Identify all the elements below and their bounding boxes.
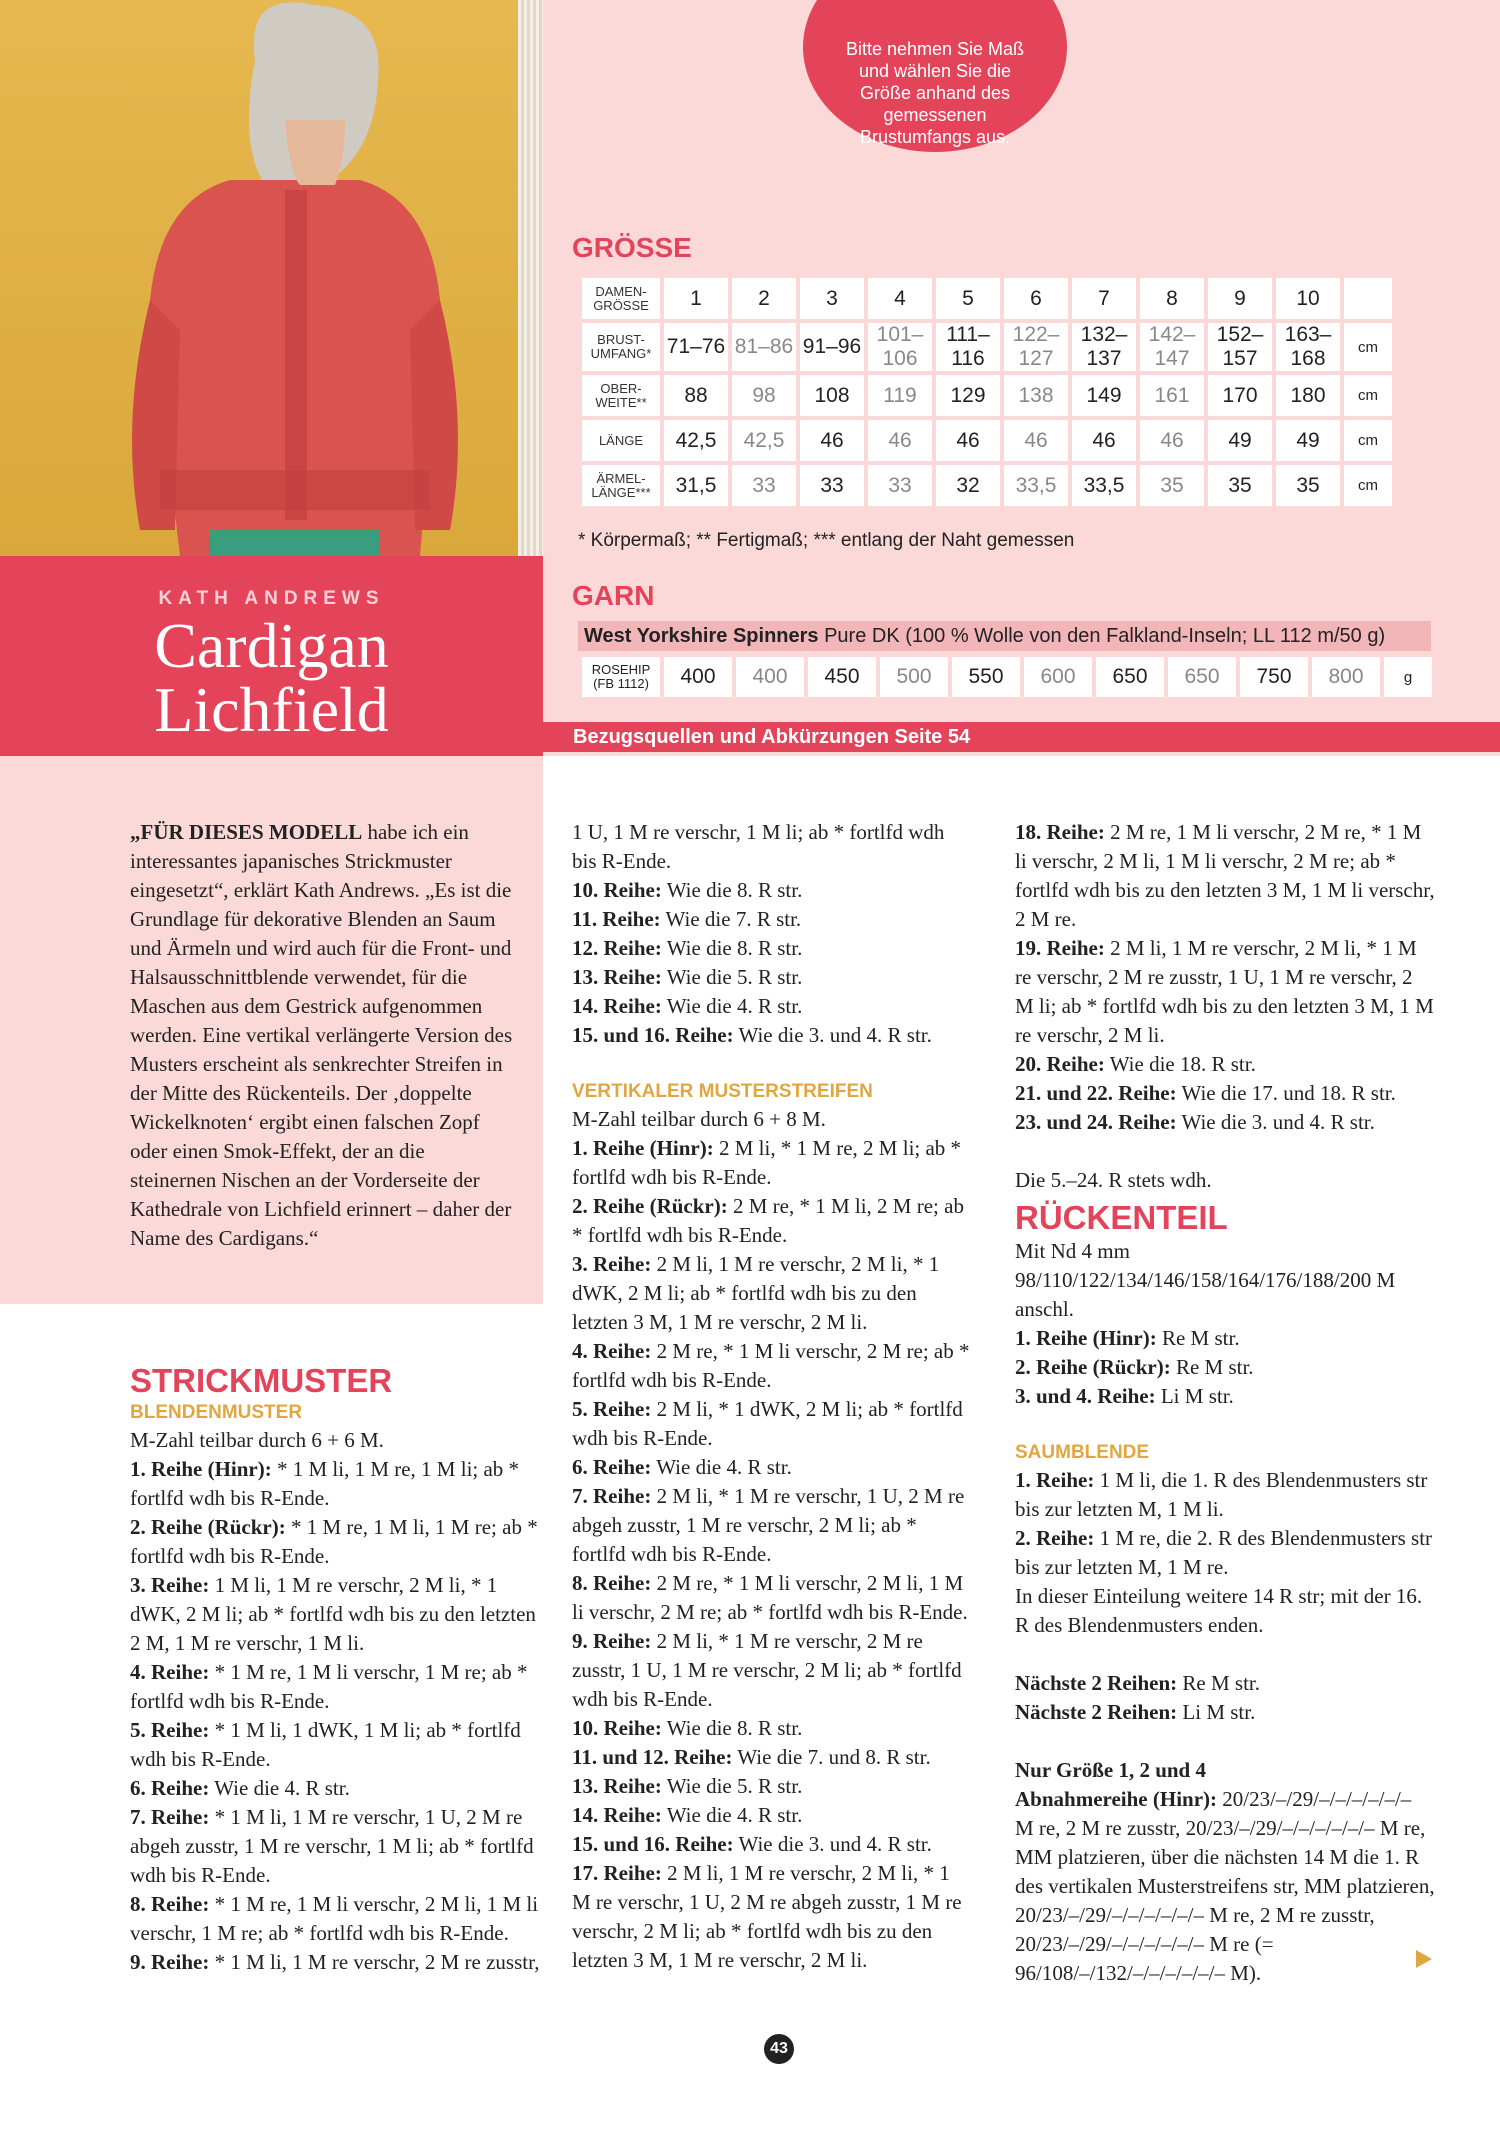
pattern-title-line1: Cardigan bbox=[154, 610, 389, 681]
row-label: 10. Reihe: bbox=[572, 1716, 662, 1740]
row-label: 9. Reihe: bbox=[130, 1950, 210, 1974]
size-cell: 10 bbox=[1276, 278, 1340, 319]
row-label: 1. Reihe (Hinr): bbox=[130, 1457, 272, 1481]
instruction-line bbox=[1015, 1756, 1435, 1785]
row-text: M-Zahl teilbar durch 6 + 6 M. bbox=[130, 1428, 384, 1452]
size-cell: 161 bbox=[1140, 375, 1204, 416]
pattern-title bbox=[0, 610, 543, 745]
row-text: Wie die 5. R str. bbox=[661, 1774, 803, 1798]
instruction-line bbox=[572, 1569, 972, 1627]
section-heading: STRICKMUSTER bbox=[130, 1362, 393, 1399]
size-cell: 5 bbox=[936, 278, 1000, 319]
row-label: 9. Reihe: bbox=[572, 1629, 652, 1653]
row-text: Re M str. bbox=[1156, 1326, 1240, 1350]
instruction-line bbox=[572, 1627, 972, 1714]
size-cell: 31,5 bbox=[664, 465, 728, 506]
row-label: 3. Reihe: bbox=[572, 1252, 652, 1276]
size-cell: 170 bbox=[1208, 375, 1272, 416]
row-label: 11. und 12. Reihe: bbox=[572, 1745, 733, 1769]
instruction-line bbox=[1015, 1466, 1435, 1524]
row-text: 2 M re, * 1 M li verschr, 2 M li, 1 M li verschr, 2 M re; ab * fortlfd wdh bis R-Ende. bbox=[572, 1571, 968, 1624]
row-label: Nur Größe 1, 2 und 4 bbox=[1015, 1758, 1206, 1782]
instruction-line bbox=[1015, 1669, 1435, 1698]
instruction-line bbox=[1015, 1108, 1435, 1137]
row-text: 2 M li, * 1 M re, 2 M li; ab * fortlfd wdh bis R-Ende. bbox=[572, 1136, 962, 1189]
section-heading: RÜCKENTEIL bbox=[1015, 1199, 1228, 1236]
size-cell: 91–96 bbox=[800, 323, 864, 371]
row-label: Nächste 2 Reihen: bbox=[1015, 1671, 1178, 1695]
row-label: 10. Reihe: bbox=[572, 878, 662, 902]
size-cell: 35 bbox=[1276, 465, 1340, 506]
instruction-line bbox=[130, 1774, 550, 1803]
yarn-amount-cell: 450 bbox=[808, 657, 876, 697]
row-label: 23. und 24. Reihe: bbox=[1015, 1110, 1177, 1134]
row-label: 19. Reihe: bbox=[1015, 936, 1105, 960]
row-label: 3. und 4. Reihe: bbox=[1015, 1384, 1156, 1408]
size-row-label: ÄRMEL-LÄNGE*** bbox=[582, 465, 660, 506]
instruction-line bbox=[572, 1453, 972, 1482]
size-unit: cm bbox=[1344, 420, 1392, 461]
instruction-line bbox=[130, 1455, 550, 1513]
size-cell: 46 bbox=[936, 420, 1000, 461]
spacer bbox=[572, 1050, 972, 1079]
size-hint-text: Bitte nehmen Sie Maß und wählen Sie die Größe anhand des gemessenen Brustumfangs aus. bbox=[845, 39, 1025, 147]
yarn-unit: g bbox=[1384, 657, 1432, 697]
size-cell: 88 bbox=[664, 375, 728, 416]
row-label: 13. Reihe: bbox=[572, 1774, 662, 1798]
instruction-line bbox=[130, 1513, 550, 1571]
size-cell: 111–116 bbox=[936, 323, 1000, 371]
instruction-line bbox=[572, 1250, 972, 1337]
reference-bar: Bezugsquellen und Abkürzungen Seite 54 bbox=[543, 722, 1500, 752]
instruction-line bbox=[1015, 1785, 1435, 1988]
row-text: Wie die 7. R str. bbox=[660, 907, 802, 931]
size-cell: 129 bbox=[936, 375, 1000, 416]
row-text: Wie die 4. R str. bbox=[651, 1455, 792, 1479]
row-text: * 1 M li, 1 M re, 1 M li; ab * fortlfd wdh bis R-Ende. bbox=[130, 1457, 520, 1510]
yarn-amount-cell: 400 bbox=[736, 657, 804, 697]
spacer bbox=[1015, 1137, 1435, 1166]
yarn-table bbox=[578, 653, 1436, 701]
instruction-line bbox=[130, 1890, 550, 1948]
row-label: 1. Reihe: bbox=[1015, 1468, 1095, 1492]
instruction-line bbox=[572, 1337, 972, 1395]
row-text: M-Zahl teilbar durch 6 + 8 M. bbox=[572, 1107, 826, 1131]
model-figure-illustration bbox=[0, 0, 540, 556]
size-unit: cm bbox=[1344, 465, 1392, 506]
size-hint-bubble bbox=[803, 0, 1067, 152]
row-text: 1 M re, die 2. R des Blendenmusters str bis zur letzten M, 1 M re. bbox=[1015, 1526, 1433, 1579]
instruction-line bbox=[130, 1716, 550, 1774]
instruction-line bbox=[572, 1105, 972, 1134]
size-heading: GRÖSSE bbox=[572, 232, 692, 263]
row-label: 4. Reihe: bbox=[130, 1660, 210, 1684]
row-text: 1 U, 1 M re verschr, 1 M li; ab * fortlfd wdh bis R-Ende. bbox=[572, 820, 945, 873]
row-text: * 1 M re, 1 M li, 1 M re; ab * fortlfd wdh bis R-Ende. bbox=[130, 1515, 538, 1568]
row-label: 12. Reihe: bbox=[572, 936, 662, 960]
row-label: 4. Reihe: bbox=[572, 1339, 652, 1363]
size-cell: 8 bbox=[1140, 278, 1204, 319]
yarn-amount-cell: 750 bbox=[1240, 657, 1308, 697]
size-cell: 33 bbox=[800, 465, 864, 506]
size-cell: 108 bbox=[800, 375, 864, 416]
size-row-label: BRUST-UMFANG* bbox=[582, 323, 660, 371]
subsection-heading: VERTIKALER MUSTERSTREIFEN bbox=[572, 1081, 873, 1102]
row-label: 5. Reihe: bbox=[572, 1397, 652, 1421]
size-row bbox=[582, 465, 1392, 506]
instruction-line bbox=[572, 963, 972, 992]
instruction-line bbox=[572, 876, 972, 905]
row-text: Wie die 4. R str. bbox=[661, 1803, 803, 1827]
size-cell: 42,5 bbox=[664, 420, 728, 461]
model-photo bbox=[0, 0, 543, 556]
size-cell: 101–106 bbox=[868, 323, 932, 371]
instruction-line bbox=[572, 992, 972, 1021]
instruction-line bbox=[1015, 1166, 1435, 1195]
row-label: 8. Reihe: bbox=[572, 1571, 652, 1595]
row-label: 6. Reihe: bbox=[130, 1776, 210, 1800]
size-cell: 46 bbox=[868, 420, 932, 461]
yarn-brand: West Yorkshire Spinners bbox=[584, 625, 819, 647]
row-text: Wie die 5. R str. bbox=[661, 965, 803, 989]
size-cell: 122–127 bbox=[1004, 323, 1068, 371]
row-text: Die 5.–24. R stets wdh. bbox=[1015, 1168, 1212, 1192]
instruction-line bbox=[572, 818, 972, 876]
size-cell: 7 bbox=[1072, 278, 1136, 319]
row-text: Mit Nd 4 mm 98/110/122/134/146/158/164/176/188/200 M anschl. bbox=[1015, 1239, 1396, 1321]
instruction-line bbox=[572, 1772, 972, 1801]
row-label: 2. Reihe (Rückr): bbox=[1015, 1355, 1171, 1379]
size-cell: 2 bbox=[732, 278, 796, 319]
instruction-line bbox=[1015, 1524, 1435, 1582]
row-label: 5. Reihe: bbox=[130, 1718, 210, 1742]
size-cell: 142–147 bbox=[1140, 323, 1204, 371]
instruction-line bbox=[572, 905, 972, 934]
yarn-description bbox=[578, 621, 1431, 651]
row-text: 2 M re, * 1 M li, 2 M re; ab * fortlfd wdh bis R-Ende. bbox=[572, 1194, 964, 1247]
row-text: In dieser Einteilung weitere 14 R str; mit der 16. R des Blendenmusters enden. bbox=[1015, 1584, 1423, 1637]
intro-text bbox=[130, 818, 515, 1253]
instruction-line bbox=[572, 1021, 972, 1050]
row-label: 21. und 22. Reihe: bbox=[1015, 1081, 1177, 1105]
size-cell: 9 bbox=[1208, 278, 1272, 319]
author-kicker: KATH ANDREWS bbox=[158, 588, 385, 609]
size-row-label: DAMEN-GRÖSSE bbox=[582, 278, 660, 319]
row-text: 20/23/–/29/–/–/–/–/–/– M re, 2 M re zusstr, 20/23/–/29/–/–/–/–/–/– M re, MM platzieren, über die nächsten 14 M die 1. R des vertikalen Musterstreifens str, MM platzieren, 20/23/–/29/–/–/–/–/–/– M re, 2 M re zusstr, 20/23/–/29/–/–/–/–/–/– M re (= 96/108/–/132/–/–/–/–/–/– M). bbox=[1015, 1787, 1435, 1985]
size-cell: 46 bbox=[1140, 420, 1204, 461]
size-cell: 33 bbox=[868, 465, 932, 506]
row-text: Wie die 7. und 8. R str. bbox=[732, 1745, 931, 1769]
instruction-line bbox=[130, 1948, 550, 1977]
row-text: 2 M re, * 1 M li verschr, 2 M re; ab * fortlfd wdh bis R-Ende. bbox=[572, 1339, 970, 1392]
size-row bbox=[582, 420, 1392, 461]
instruction-line bbox=[130, 1571, 550, 1658]
spacer bbox=[1015, 1411, 1435, 1440]
size-cell: 180 bbox=[1276, 375, 1340, 416]
row-text: Li M str. bbox=[1155, 1384, 1234, 1408]
row-text: 2 M li, 1 M re verschr, 2 M li, * 1 M re verschr, 1 U, 2 M re abgeh zusstr, 1 M re verschr, 2 M li; ab * fortlfd wdh bis zu den letzten 3 M, 1 M re verschr, 2 M li. bbox=[572, 1861, 962, 1972]
row-text: Wie die 3. und 4. R str. bbox=[733, 1023, 932, 1047]
row-text: Wie die 4. R str. bbox=[661, 994, 803, 1018]
row-label: 1. Reihe (Hinr): bbox=[1015, 1326, 1157, 1350]
row-label: 6. Reihe: bbox=[572, 1455, 652, 1479]
instruction-line bbox=[572, 1743, 972, 1772]
instruction-line bbox=[572, 1134, 972, 1192]
size-cell: 35 bbox=[1140, 465, 1204, 506]
yarn-amount-cell: 550 bbox=[952, 657, 1020, 697]
row-text: Wie die 8. R str. bbox=[661, 878, 803, 902]
row-text: Re M str. bbox=[1170, 1355, 1254, 1379]
intro-body: habe ich ein interessantes japanisches Strickmuster eingesetzt“, erklärt Kath Andrews. „Es ist die Grundlage für dekorative Blenden an Saum und Ärmeln und wird auch für die Front- und Halsausschnittblende verwendet, für die Maschen aus dem Gestrick aufgenommen werden. Eine vertikal verlängerte Version des Musters erscheint als senkrechter Streifen in der Mitte des Rückenteils. Der ‚doppelte Wickelknoten‘ ergibt einen falschen Zopf oder einen Smok-Effekt, der an die steinernen Nischen an der Vorderseite der Kathedrale von Lichfield erinnert – daher der Name des Cardigans.“ bbox=[130, 820, 513, 1250]
instruction-line bbox=[1015, 1353, 1435, 1382]
row-text: 2 M li, * 1 M re verschr, 1 U, 2 M re abgeh zusstr, 1 M re verschr, 2 M li; ab * fortlfd wdh bis R-Ende. bbox=[572, 1484, 965, 1566]
instruction-line bbox=[1015, 1079, 1435, 1108]
yarn-amount-cell: 500 bbox=[880, 657, 948, 697]
size-cell: 4 bbox=[868, 278, 932, 319]
row-label: 7. Reihe: bbox=[130, 1805, 210, 1829]
row-label: 17. Reihe: bbox=[572, 1861, 662, 1885]
instruction-line bbox=[572, 1395, 972, 1453]
instruction-line bbox=[130, 1658, 550, 1716]
size-cell: 6 bbox=[1004, 278, 1068, 319]
row-label: 2. Reihe (Rückr): bbox=[130, 1515, 286, 1539]
yarn-color-label: ROSEHIP (FB 1112) bbox=[582, 657, 660, 697]
instruction-line bbox=[572, 1859, 972, 1975]
pattern-column-1 bbox=[130, 1358, 550, 1977]
size-cell: 46 bbox=[1072, 420, 1136, 461]
size-row-label: LÄNGE bbox=[582, 420, 660, 461]
continue-arrow-icon bbox=[1416, 1950, 1432, 1968]
row-text: Wie die 8. R str. bbox=[661, 936, 803, 960]
size-unit bbox=[1344, 278, 1392, 319]
row-label: 2. Reihe (Rückr): bbox=[572, 1194, 728, 1218]
spacer bbox=[1015, 1640, 1435, 1669]
size-footnote: * Körpermaß; ** Fertigmaß; *** entlang der Naht gemessen bbox=[578, 530, 1075, 551]
row-label: 11. Reihe: bbox=[572, 907, 661, 931]
subsection-heading: SAUMBLENDE bbox=[1015, 1442, 1150, 1463]
instruction-line bbox=[572, 1482, 972, 1569]
yarn-detail: Pure DK (100 % Wolle von den Falkland-Inseln; LL 112 m/50 g) bbox=[818, 625, 1386, 647]
instruction-line bbox=[1015, 1698, 1435, 1727]
row-label: 7. Reihe: bbox=[572, 1484, 652, 1508]
row-text: Wie die 3. und 4. R str. bbox=[733, 1832, 932, 1856]
size-cell: 42,5 bbox=[732, 420, 796, 461]
row-text: * 1 M li, 1 M re verschr, 2 M re zusstr, bbox=[209, 1950, 540, 1974]
row-label: 14. Reihe: bbox=[572, 1803, 662, 1827]
size-cell: 32 bbox=[936, 465, 1000, 506]
size-row bbox=[582, 278, 1392, 319]
row-label: Nächste 2 Reihen: bbox=[1015, 1700, 1178, 1724]
row-text: Li M str. bbox=[1177, 1700, 1256, 1724]
yarn-amount-cell: 650 bbox=[1096, 657, 1164, 697]
size-cell: 152–157 bbox=[1208, 323, 1272, 371]
instruction-line bbox=[1015, 1324, 1435, 1353]
pattern-title-line2: Lichfield bbox=[154, 674, 389, 745]
row-text: Wie die 8. R str. bbox=[661, 1716, 803, 1740]
yarn-amount-cell: 800 bbox=[1312, 657, 1380, 697]
instruction-line bbox=[1015, 1582, 1435, 1640]
spacer bbox=[1015, 1727, 1435, 1756]
size-cell: 98 bbox=[732, 375, 796, 416]
size-cell: 119 bbox=[868, 375, 932, 416]
pattern-column-3 bbox=[1015, 818, 1435, 1988]
yarn-heading: GARN bbox=[572, 580, 655, 611]
intro-lead: „FÜR DIESES MODELL bbox=[130, 820, 363, 844]
size-cell: 138 bbox=[1004, 375, 1068, 416]
size-cell: 132–137 bbox=[1072, 323, 1136, 371]
row-text: Wie die 18. R str. bbox=[1104, 1052, 1256, 1076]
row-label: 14. Reihe: bbox=[572, 994, 662, 1018]
instruction-line bbox=[1015, 1382, 1435, 1411]
size-cell: 149 bbox=[1072, 375, 1136, 416]
size-row bbox=[582, 375, 1392, 416]
size-unit: cm bbox=[1344, 323, 1392, 371]
row-label: 15. und 16. Reihe: bbox=[572, 1832, 734, 1856]
row-label: 13. Reihe: bbox=[572, 965, 662, 989]
row-text: * 1 M li, 1 dWK, 1 M li; ab * fortlfd wdh bis R-Ende. bbox=[130, 1718, 521, 1771]
instruction-line bbox=[572, 1192, 972, 1250]
instruction-line bbox=[1015, 934, 1435, 1050]
pattern-column-2 bbox=[572, 818, 972, 1975]
page-number: 43 bbox=[764, 2034, 794, 2064]
size-table bbox=[578, 274, 1396, 510]
size-cell: 33,5 bbox=[1004, 465, 1068, 506]
size-cell: 1 bbox=[664, 278, 728, 319]
row-text: * 1 M re, 1 M li verschr, 1 M re; ab * fortlfd wdh bis R-Ende. bbox=[130, 1660, 528, 1713]
title-block bbox=[0, 556, 543, 756]
row-label: 18. Reihe: bbox=[1015, 820, 1105, 844]
size-cell: 71–76 bbox=[664, 323, 728, 371]
yarn-amount-cell: 600 bbox=[1024, 657, 1092, 697]
row-label: 1. Reihe (Hinr): bbox=[572, 1136, 714, 1160]
instruction-line bbox=[1015, 818, 1435, 934]
instruction-line bbox=[572, 1830, 972, 1859]
zipper-edge bbox=[518, 0, 543, 556]
row-text: * 1 M re, 1 M li verschr, 2 M li, 1 M li verschr, 1 M re; ab * fortlfd wdh bis R-Ende. bbox=[130, 1892, 539, 1945]
instruction-line bbox=[130, 1803, 550, 1890]
row-text: Wie die 17. und 18. R str. bbox=[1176, 1081, 1396, 1105]
size-cell: 35 bbox=[1208, 465, 1272, 506]
row-text: 2 M li, * 1 dWK, 2 M li; ab * fortlfd wdh bis R-Ende. bbox=[572, 1397, 963, 1450]
instruction-line bbox=[572, 1801, 972, 1830]
size-cell: 81–86 bbox=[732, 323, 796, 371]
row-label: 3. Reihe: bbox=[130, 1573, 210, 1597]
row-text: Wie die 4. R str. bbox=[209, 1776, 350, 1800]
size-cell: 163–168 bbox=[1276, 323, 1340, 371]
instruction-line bbox=[1015, 1237, 1435, 1324]
size-cell: 46 bbox=[800, 420, 864, 461]
size-cell: 33,5 bbox=[1072, 465, 1136, 506]
size-cell: 3 bbox=[800, 278, 864, 319]
row-text: Re M str. bbox=[1177, 1671, 1260, 1695]
row-label: Abnahmereihe (Hinr): bbox=[1015, 1787, 1218, 1811]
size-cell: 33 bbox=[732, 465, 796, 506]
row-text: 1 M li, 1 M re verschr, 2 M li, * 1 dWK, 2 M li; ab * fortlfd wdh bis zu den letzten 2 M, 1 M re verschr, 1 M li. bbox=[130, 1573, 536, 1655]
size-unit: cm bbox=[1344, 375, 1392, 416]
row-label: 20. Reihe: bbox=[1015, 1052, 1105, 1076]
row-text: 2 M li, 1 M re verschr, 2 M li, * 1 M re verschr, 2 M re zusstr, 1 U, 1 M re verschr, 2 M li; ab * fortlfd wdh bis zu den letzten 3 M, 1 M re verschr, 2 M li. bbox=[1015, 936, 1434, 1047]
row-label: 8. Reihe: bbox=[130, 1892, 210, 1916]
size-cell: 49 bbox=[1276, 420, 1340, 461]
instruction-line bbox=[572, 1714, 972, 1743]
size-row bbox=[582, 323, 1392, 371]
row-text: * 1 M li, 1 M re verschr, 1 U, 2 M re abgeh zusstr, 1 M re verschr, 1 M li; ab * fortlfd wdh bis R-Ende. bbox=[130, 1805, 534, 1887]
row-text: 2 M re, 1 M li verschr, 2 M re, * 1 M li verschr, 2 M li, 1 M li verschr, 2 M re; ab * fortlfd wdh bis zu den letzten 3 M, 1 M li verschr, 2 M re. bbox=[1015, 820, 1435, 931]
size-cell: 46 bbox=[1004, 420, 1068, 461]
row-label: 2. Reihe: bbox=[1015, 1526, 1095, 1550]
yarn-amount-cell: 650 bbox=[1168, 657, 1236, 697]
instruction-line bbox=[572, 934, 972, 963]
row-text: 2 M li, * 1 M re verschr, 2 M re zusstr, 1 U, 1 M re verschr, 2 M li; ab * fortlfd wdh bis R-Ende. bbox=[572, 1629, 962, 1711]
size-row-label: OBER-WEITE** bbox=[582, 375, 660, 416]
size-cell: 49 bbox=[1208, 420, 1272, 461]
row-label: 15. und 16. Reihe: bbox=[572, 1023, 734, 1047]
row-text: 1 M li, die 1. R des Blendenmusters str bis zur letzten M, 1 M li. bbox=[1015, 1468, 1428, 1521]
row-text: 2 M li, 1 M re verschr, 2 M li, * 1 dWK, 2 M li; ab * fortlfd wdh bis zu den letzten 3 M, 1 M re verschr, 2 M li. bbox=[572, 1252, 940, 1334]
instruction-line bbox=[1015, 1050, 1435, 1079]
instruction-line bbox=[130, 1426, 550, 1455]
row-text: Wie die 3. und 4. R str. bbox=[1176, 1110, 1375, 1134]
yarn-amount-cell: 400 bbox=[664, 657, 732, 697]
subsection-heading: BLENDENMUSTER bbox=[130, 1402, 303, 1423]
